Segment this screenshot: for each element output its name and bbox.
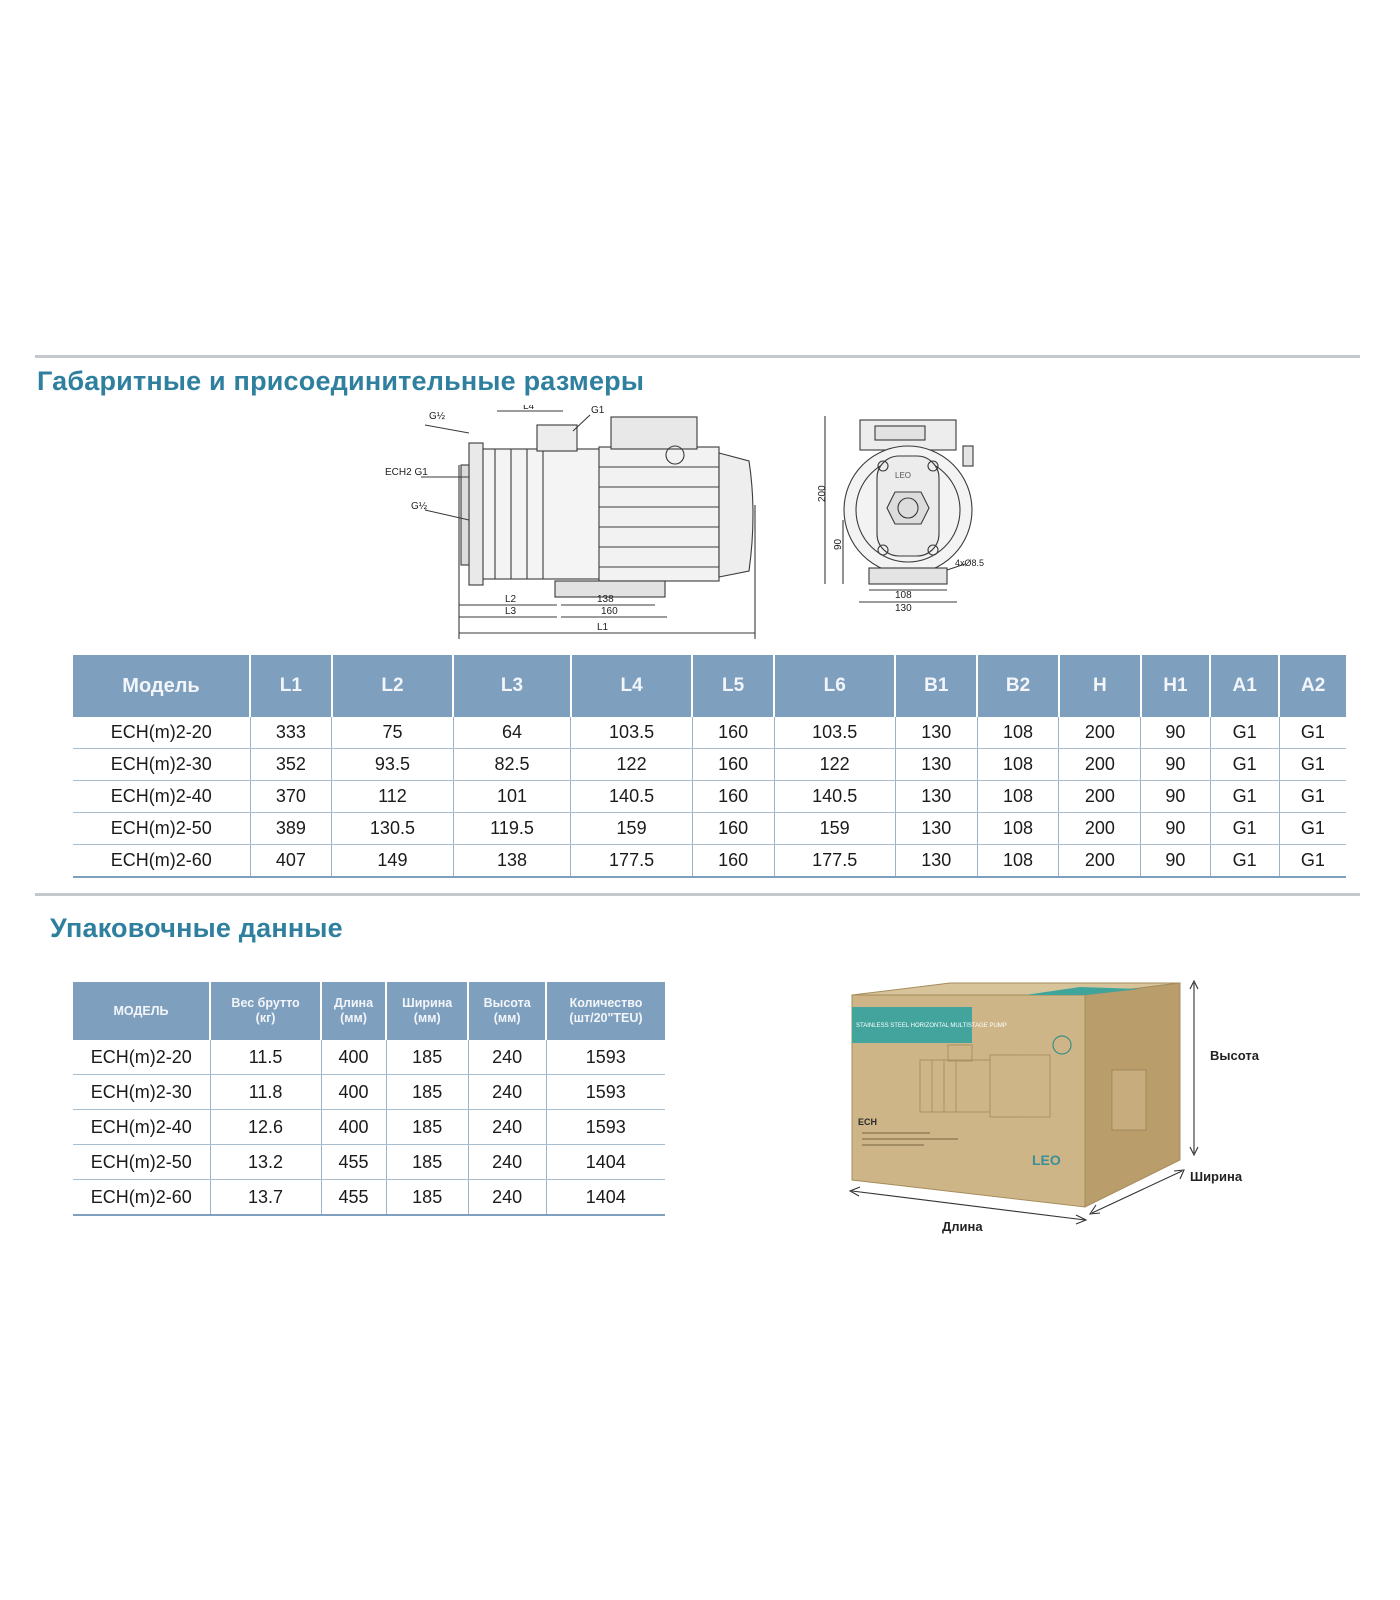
label-g-half-bottom: G½ [411,501,428,512]
cell-height: 240 [468,1110,546,1145]
header-width [386,982,468,1040]
cell-l1: 370 [250,781,332,813]
cell-model: ECH(m)2-20 [73,1040,210,1075]
header-quantity-label: Количество [569,996,643,1010]
cell-quantity: 1593 [546,1075,665,1110]
label-badge: LEO [895,471,912,480]
cell-a2: G1 [1279,749,1346,781]
label-138: 138 [597,594,614,605]
cell-width: 185 [386,1145,468,1180]
header-l1: L1 [250,655,332,717]
cell-model: ECH(m)2-30 [73,1075,210,1110]
cell-l5: 160 [692,845,774,878]
pump-front-view-drawing [815,410,1000,625]
pump-side-view-drawing [385,405,795,645]
table-row [73,1180,665,1216]
header-gross-weight-unit: (кг) [255,1011,276,1025]
cell-l5: 160 [692,781,774,813]
cell-l3: 64 [453,717,571,749]
cell-h1: 90 [1141,813,1210,845]
cell-height: 240 [468,1180,546,1216]
header-width-unit: (мм) [413,1011,441,1025]
cell-l2: 75 [332,717,453,749]
cell-weight: 12.6 [210,1110,321,1145]
cell-l6: 103.5 [774,717,895,749]
label-160: 160 [601,606,618,617]
cell-b2: 108 [977,781,1059,813]
dimensions-title: Габаритные и присоединительные размеры [37,366,645,396]
header-a1: A1 [1210,655,1279,717]
cell-width: 185 [386,1040,468,1075]
cell-height: 240 [468,1145,546,1180]
cell-model: ECH(m)2-50 [73,813,250,845]
label-130: 130 [895,603,912,614]
label-g1: G1 [591,405,605,416]
cell-l1: 333 [250,717,332,749]
header-width-label: Ширина [402,996,453,1010]
cell-h: 200 [1059,781,1141,813]
table-row [73,845,1346,878]
cell-a2: G1 [1279,781,1346,813]
header-b2: B2 [977,655,1059,717]
cell-l1: 407 [250,845,332,878]
header-quantity-unit: (шт/20"TEU) [569,1011,643,1025]
cell-height: 240 [468,1075,546,1110]
header-quantity [546,982,665,1040]
cell-l5: 160 [692,749,774,781]
header-model-label: МОДЕЛЬ [113,1003,169,1018]
header-length [321,982,386,1040]
top-divider [35,355,1360,358]
cell-a1: G1 [1210,845,1279,878]
cell-model: ECH(m)2-30 [73,749,250,781]
header-gross-weight [210,982,321,1040]
cell-l4: 122 [571,749,692,781]
cell-h: 200 [1059,813,1141,845]
dimensions-header-row [73,655,1346,717]
header-height-label: Высота [483,996,531,1010]
cell-l2: 93.5 [332,749,453,781]
table-row [73,1040,665,1075]
cell-height: 240 [468,1040,546,1075]
cell-weight: 13.7 [210,1180,321,1216]
cell-quantity: 1593 [546,1110,665,1145]
cell-l5: 160 [692,813,774,845]
label-90: 90 [833,538,844,550]
box-width-label: Ширина [1190,1169,1243,1184]
cell-a1: G1 [1210,749,1279,781]
label-l3: L3 [505,606,517,617]
header-length-label: Длина [334,996,374,1010]
cell-b2: 108 [977,749,1059,781]
table-row [73,717,1346,749]
cell-b1: 130 [895,813,977,845]
box-brand-logo: LEO [1032,1152,1061,1168]
cell-a2: G1 [1279,845,1346,878]
cell-l2: 112 [332,781,453,813]
table-row [73,1075,665,1110]
header-l5: L5 [692,655,774,717]
cell-weight: 13.2 [210,1145,321,1180]
cell-model: ECH(m)2-60 [73,845,250,878]
dimensions-table [73,655,1346,878]
cell-l1: 352 [250,749,332,781]
label-l1: L1 [597,622,609,633]
packing-table [73,982,665,1216]
cell-l3: 138 [453,845,571,878]
cell-l1: 389 [250,813,332,845]
header-gross-weight-label: Вес брутто [231,996,300,1010]
cell-a1: G1 [1210,813,1279,845]
cell-width: 185 [386,1075,468,1110]
cell-a2: G1 [1279,717,1346,749]
cell-h1: 90 [1141,781,1210,813]
cell-b1: 130 [895,749,977,781]
header-l3: L3 [453,655,571,717]
cell-l6: 140.5 [774,781,895,813]
cell-h1: 90 [1141,749,1210,781]
cell-length: 400 [321,1075,386,1110]
cell-length: 455 [321,1180,386,1216]
header-a2: A2 [1279,655,1346,717]
cell-quantity: 1404 [546,1180,665,1216]
cell-l2: 149 [332,845,453,878]
cell-quantity: 1593 [546,1040,665,1075]
label-holes: 4xØ8.5 [955,558,985,568]
cell-length: 455 [321,1145,386,1180]
label-ech2-g1: ECH2 G1 [385,467,428,478]
header-height-unit: (мм) [493,1011,521,1025]
cell-a1: G1 [1210,717,1279,749]
cell-model: ECH(m)2-20 [73,717,250,749]
cell-model: ECH(m)2-50 [73,1145,210,1180]
label-l2: L2 [505,594,517,605]
cell-l5: 160 [692,717,774,749]
header-h: H [1059,655,1141,717]
header-b1: B1 [895,655,977,717]
header-l2: L2 [332,655,453,717]
cell-b1: 130 [895,845,977,878]
cell-width: 185 [386,1110,468,1145]
cell-l6: 122 [774,749,895,781]
cell-h: 200 [1059,717,1141,749]
cell-b1: 130 [895,717,977,749]
table-row [73,1110,665,1145]
header-length-unit: (мм) [340,1011,367,1025]
cell-l6: 159 [774,813,895,845]
header-l6: L6 [774,655,895,717]
cell-b2: 108 [977,813,1059,845]
cell-model: ECH(m)2-40 [73,781,250,813]
cell-l4: 177.5 [571,845,692,878]
cell-h: 200 [1059,845,1141,878]
cell-h: 200 [1059,749,1141,781]
header-height [468,982,546,1040]
label-g-half-top: G½ [429,411,446,422]
cell-length: 400 [321,1040,386,1075]
cell-weight: 11.8 [210,1075,321,1110]
header-model: Модель [73,655,250,717]
cell-l4: 159 [571,813,692,845]
box-height-label: Высота [1210,1048,1259,1063]
packing-header-row [73,982,665,1040]
cell-a1: G1 [1210,781,1279,813]
box-length-label: Длина [942,1219,983,1234]
table-row [73,1145,665,1180]
cell-l6: 177.5 [774,845,895,878]
label-200: 200 [817,485,828,502]
cell-l4: 140.5 [571,781,692,813]
cell-model: ECH(m)2-60 [73,1180,210,1216]
header-model [73,982,210,1040]
cell-l4: 103.5 [571,717,692,749]
packing-title: Упаковочные данные [50,913,343,943]
box-model-text: ECH [858,1117,878,1127]
cell-quantity: 1404 [546,1145,665,1180]
label-108: 108 [895,590,912,601]
middle-divider [35,893,1360,896]
header-l4: L4 [571,655,692,717]
cell-b2: 108 [977,845,1059,878]
table-row [73,781,1346,813]
cell-h1: 90 [1141,717,1210,749]
table-row [73,813,1346,845]
shipping-box-illustration [840,975,1280,1235]
cell-width: 185 [386,1180,468,1216]
cell-weight: 11.5 [210,1040,321,1075]
cell-l3: 119.5 [453,813,571,845]
cell-model: ECH(m)2-40 [73,1110,210,1145]
cell-h1: 90 [1141,845,1210,878]
header-h1: H1 [1141,655,1210,717]
cell-length: 400 [321,1110,386,1145]
box-product-text: STAINLESS STEEL HORIZONTAL MULTISTAGE PUMP [856,1023,1007,1029]
cell-l3: 101 [453,781,571,813]
table-row [73,749,1346,781]
cell-b1: 130 [895,781,977,813]
cell-l3: 82.5 [453,749,571,781]
cell-a2: G1 [1279,813,1346,845]
cell-b2: 108 [977,717,1059,749]
label-l4: L4 [523,405,535,412]
cell-l2: 130.5 [332,813,453,845]
